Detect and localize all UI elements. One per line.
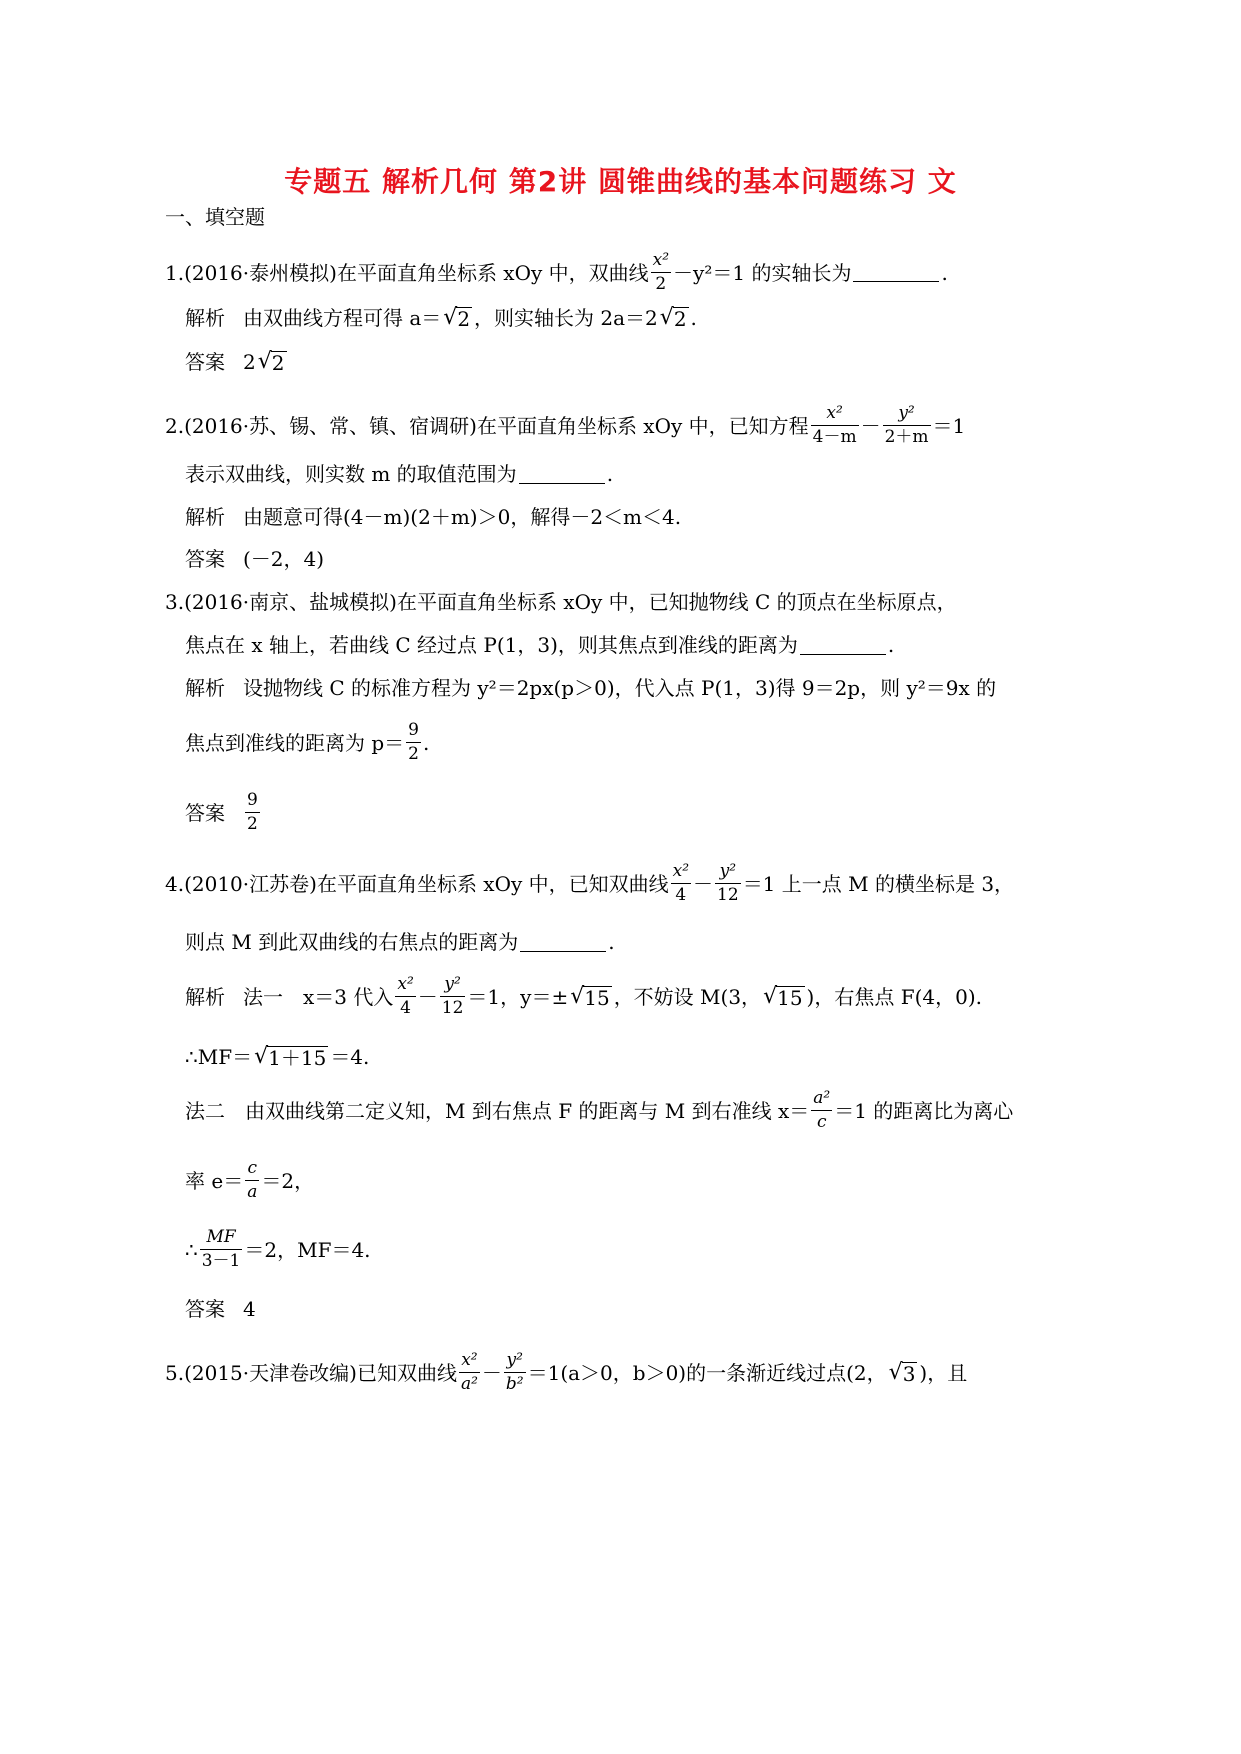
fraction: $\frac{\text{y²}}{\text{b²}}$ [505,1350,524,1394]
fraction: $\frac{\text{x²}}{4}$ [672,861,690,905]
answer-label: 答案 [185,547,225,571]
analysis-label: 解析 [185,984,225,1009]
document-title: 专题五 解析几何 第2讲 圆锥曲线的基本问题练习 文 [284,165,957,198]
fraction: $\frac{9}{2}$ [247,790,258,834]
fraction: $\frac{\text{x²}}{4-m}$ [812,403,857,447]
question-4: 4.(2010·江苏卷)在平面直角坐标系 xOy 中，已知双曲线 $\frac{\text{x²}}{4}$ － $\frac{\text{y²}}{12}$ ＝1 上一点 M 的横坐标是 3， [165,861,1015,905]
answer-3 [185,792,262,833]
answer-1: 答案 2 √ 2 [185,349,285,375]
question-text: 2.(2016·苏、锡、常、镇、宿调研)在平面直角坐标系 xOy 中，已知方程 [165,413,809,438]
question-3-line-2: 焦点在 x 轴上，若曲线 C 经过点 P(1，3)，则其焦点到准线的距离为 . [185,633,895,657]
fraction: $\frac{\text{y²}}{2+m}$ [884,403,929,447]
analysis-2: 解析 由题意可得(4－m)(2＋m)＞0，解得－2＜m＜4. [185,505,682,529]
sqrt: √ 15 [570,983,610,1010]
sqrt: √ 15 [763,983,803,1010]
analysis-3: 解析 设抛物线 C 的标准方程为 y²＝2px(p＞0)，代入点 P(1，3)得 9＝2p，则 y²＝9x 的 [185,676,997,700]
question-3: 3.(2016·南京、盐城模拟)在平面直角坐标系 xOy 中，已知抛物线 C 的顶点在坐标原点， [165,590,957,614]
fraction: $\frac{\text{y²}}{12}$ [717,861,739,905]
sqrt: √ 1＋15 [254,1044,327,1070]
question-text: 1.(2016·泰州模拟)在平面直角坐标系 xOy 中，双曲线 [165,260,649,285]
sqrt: √ 3 [888,1359,916,1386]
fraction: $\frac{\text{x²}}{2}$ [652,250,670,294]
fraction: $\frac{\text{x²}}{\text{a²}}$ [460,1350,478,1394]
question-1: 1.(2016·泰州模拟)在平面直角坐标系 xOy 中，双曲线 $\frac{\text{x²}}{2}$ －y²＝1 的实轴长为 . [165,250,948,294]
answer-blank [853,263,939,282]
answer-label: 答案 [185,1297,225,1321]
question-4-line-2: 则点 M 到此双曲线的右焦点的距离为 . [185,930,615,954]
fraction: $\frac{MF}{3-1}$ [201,1227,241,1271]
sqrt: √ 2 [659,305,687,331]
sqrt: √ 2 [443,305,471,331]
answer-label: 答案 [185,800,225,825]
fraction: $\frac{c}{a}$ [247,1158,258,1202]
analysis-label: 解析 [185,676,225,700]
answer-blank [519,465,605,484]
fraction: $\frac{9}{2}$ [408,720,419,764]
analysis-4-line-4: 率 e＝ $\frac{c}{a}$ ＝2， [185,1158,315,1202]
analysis-4-line-2: ∴MF＝ √ 1＋15 ＝4. [185,1044,370,1070]
sqrt: √ 2 [257,349,285,375]
analysis-4-line-5: ∴ $\frac{MF}{3-1}$ ＝2，MF＝4. [185,1227,371,1271]
analysis-label: 解析 [185,306,225,330]
answer-4: 答案 4 [185,1297,256,1321]
question-2-line-2: 表示双曲线，则实数 m 的取值范围为 . [185,462,614,486]
question-text: －y²＝1 的实轴长为 [673,260,852,285]
fraction: $\frac{\text{a²}}{c}$ [813,1088,831,1132]
analysis-4-line-3: 法二 由双曲线第二定义知，M 到右焦点 F 的距离与 M 到右准线 x＝ $\frac{\text{a²}}{c}$ ＝1 的距离比为离心 [185,1088,1014,1132]
analysis-4: 解析 法一 x＝3 代入 $\frac{\text{x²}}{4}$ － $\frac{\text{y²}}{12}$ ＝1，y＝± √ 15 ，不妨设 M(3， √ 15 )，右焦点 F(4，0). [185,974,982,1018]
question-2: 2.(2016·苏、锡、常、镇、宿调研)在平面直角坐标系 xOy 中，已知方程 $\frac{\text{x²}}{4-m}$ － $\frac{\text{y²}}{2+m}$ ＝1 [165,403,966,447]
answer-blank [520,933,606,952]
analysis-label: 解析 [185,505,225,529]
analysis-1: 解析 由双曲线方程可得 a＝ √ 2 ，则实轴长为 2a＝2 √ 2 . [185,305,697,331]
section-heading: 一、填空题 [165,205,265,229]
question-5: 5.(2015·天津卷改编)已知双曲线 $\frac{\text{x²}}{\text{a²}}$ － $\frac{\text{y²}}{\text{b²}}$ ＝1(a＞0，b＞0)的一条渐近线过点(2， √ 3 )，且 [165,1350,968,1394]
answer-label: 答案 [185,350,225,374]
answer-2: 答案 (－2，4) [185,547,325,571]
answer-blank [800,636,886,655]
fraction: $\frac{\text{y²}}{12}$ [441,974,464,1018]
analysis-3-line-2: 焦点到准线的距离为 p＝ $\frac{9}{2}$ . [185,720,430,764]
fraction: $\frac{\text{x²}}{4}$ [397,974,414,1018]
